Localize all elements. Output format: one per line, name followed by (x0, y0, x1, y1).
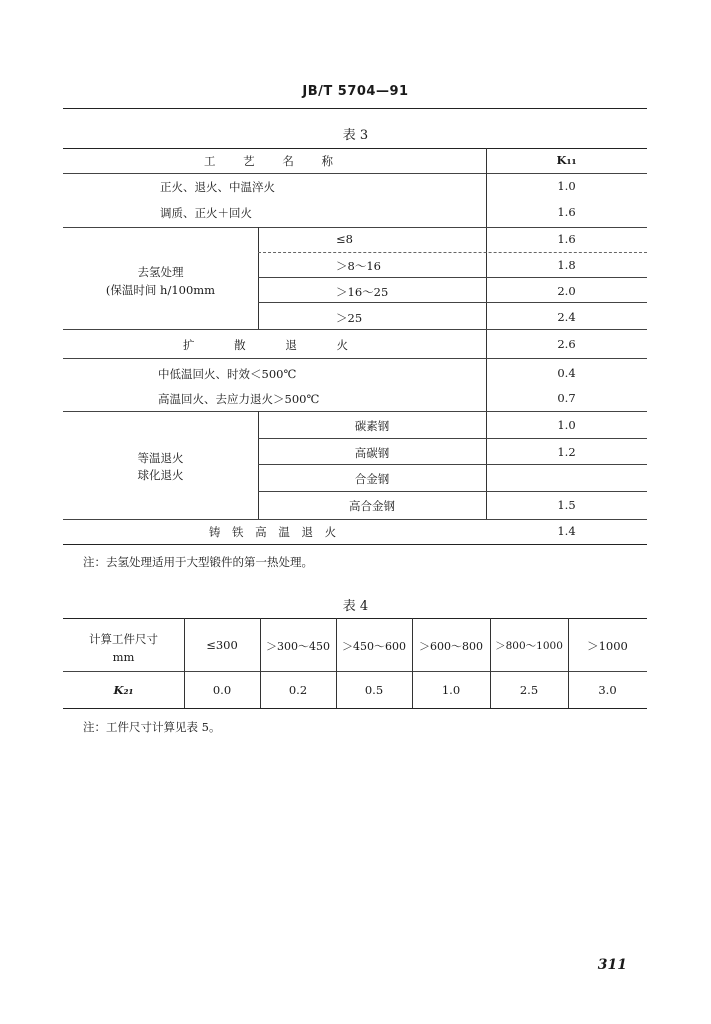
document-code: JB/T 5704—91 (302, 84, 409, 99)
row-divider (258, 302, 647, 303)
row-divider (63, 411, 647, 412)
table4-note: 注：工件尺寸计算见表 5。 (83, 720, 221, 734)
diffusion-name: 扩 散 退 火 (183, 338, 366, 352)
k21-value-4: 1.0 (441, 683, 461, 697)
dehydro-holdtime: (保温时间 h/100mm (105, 283, 216, 297)
row-divider (258, 438, 647, 439)
hightemp-name: 高温回火、去应力退火＞500℃ (158, 392, 320, 406)
range-4: ＞600～800 (419, 640, 483, 653)
dehydro-divider (258, 227, 259, 329)
iso-k-1: 1.0 (557, 418, 576, 432)
range-5: ＞800～1000 (495, 640, 563, 652)
dehydro-k-3: 2.0 (557, 284, 576, 298)
range-2: ＞300～450 (266, 640, 330, 653)
dehydro-k-1: 1.6 (557, 232, 576, 246)
table3-bottom-rule (63, 544, 647, 545)
diffusion-k: 2.6 (557, 337, 576, 351)
table3-caption: 表 3 (342, 128, 369, 143)
table4-mid-rule (63, 671, 647, 672)
table4-bottom-rule (63, 708, 647, 709)
hightemp-k: 0.7 (557, 391, 576, 405)
k21-value-5: 2.5 (519, 683, 539, 697)
iso-mat-3: 合金钢 (354, 472, 390, 486)
row-divider (258, 464, 647, 465)
midtemp-name: 中低温回火、时效＜500℃ (158, 367, 297, 381)
page-number: 311 (597, 957, 627, 973)
iso-k-4: 1.5 (557, 498, 576, 512)
row-quench-name: 调质、正火＋回火 (160, 206, 252, 220)
midtemp-k: 0.4 (557, 366, 576, 380)
range-6: ＞1000 (587, 639, 628, 653)
dehydro-cond-4: ＞25 (336, 311, 363, 325)
cast-k: 1.4 (557, 524, 576, 538)
row-divider (258, 277, 647, 278)
k21-value-2: 0.2 (288, 683, 308, 697)
iso-label-2: 球化退火 (137, 468, 184, 482)
row-quench-k: 1.6 (557, 205, 576, 219)
dehydro-label: 去氢处理 (137, 265, 184, 279)
range-1: ≤300 (206, 638, 238, 652)
iso-mat-2: 高碳钢 (354, 446, 390, 460)
table4-k-label: K₂₁ (113, 683, 134, 697)
table3-col-k: K₁₁ (556, 153, 577, 167)
k21-value-6: 3.0 (598, 683, 617, 697)
range-3: ＞450～600 (342, 640, 406, 653)
table3-col-process: 工 艺 名 称 (204, 154, 345, 168)
table3-header-rule (63, 173, 647, 174)
dehydro-cond-3: ＞16～25 (336, 285, 389, 299)
iso-k-2: 1.2 (557, 445, 576, 459)
dehydro-k-4: 2.4 (557, 310, 576, 324)
k21-value-1: 0.0 (212, 683, 232, 697)
table4-caption: 表 4 (342, 599, 369, 614)
dehydro-cond-1: ≤8 (336, 232, 353, 246)
table3-top-rule (63, 148, 647, 149)
row-divider (63, 227, 647, 228)
cast-name: 铸 铁 高 温 退 火 (208, 525, 341, 539)
dehydro-cond-2: ＞8～16 (336, 259, 381, 273)
row-normalize-name: 正火、退火、中温淬火 (160, 180, 275, 194)
k21-value-3: 0.5 (364, 683, 384, 697)
dehydro-k-2: 1.8 (557, 258, 576, 272)
row-divider (258, 491, 647, 492)
iso-mat-1: 碳素钢 (354, 419, 390, 433)
iso-mat-4: 高合金钢 (349, 499, 395, 513)
row-divider (63, 519, 647, 520)
row-normalize-k: 1.0 (557, 179, 576, 193)
table4-top-rule (63, 618, 647, 619)
row-divider (63, 329, 647, 330)
table4-head-unit: mm (112, 650, 135, 664)
header-rule (63, 108, 647, 109)
row-divider (63, 358, 647, 359)
table4-head-label: 计算工件尺寸 (89, 632, 158, 646)
row-divider (258, 252, 647, 253)
table3-note: 注：去氢处理适用于大型锻件的第一热处理。 (83, 555, 313, 569)
iso-label-1: 等温退火 (137, 451, 184, 465)
